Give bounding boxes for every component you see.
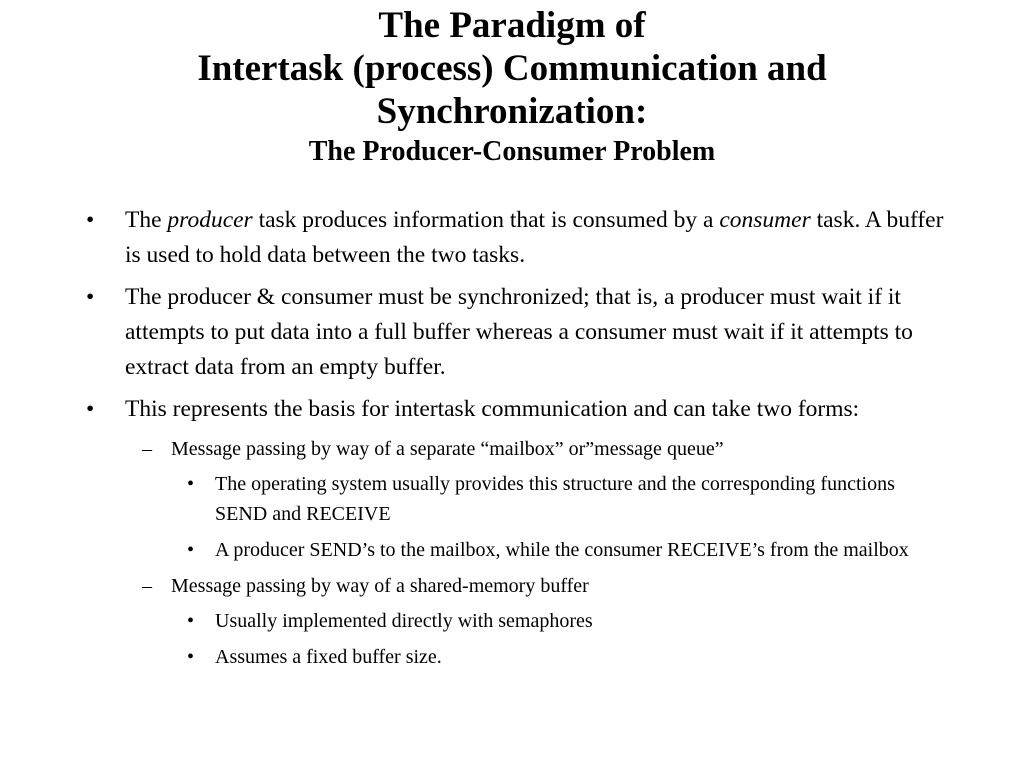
consumer-emphasis: consumer — [719, 207, 811, 233]
slide-title — [0, 4, 1024, 171]
sub-sub-bullet-text: Assumes a fixed buffer size. — [215, 646, 442, 668]
title-line-3: Synchronization: — [376, 91, 648, 132]
bullet-marker: • — [86, 207, 95, 233]
sub-sub-bullet-text: A producer SEND’s to the mailbox, while the consumer RECEIVE’s from the mailbox — [215, 539, 909, 561]
bullet-text-part: The — [125, 207, 168, 233]
sub-bullet-text: Message passing by way of a separate “mailbox” or”message queue” — [171, 438, 724, 460]
producer-emphasis: producer — [167, 207, 253, 233]
sub-bullet-mailbox — [142, 434, 951, 464]
bullet-marker: • — [187, 473, 195, 495]
sub-sub-bullet-fixed-size — [187, 642, 945, 672]
dash-marker: – — [142, 575, 152, 597]
bullet-producer-consumer — [86, 203, 945, 273]
bullet-text-part: task. A buffer is used to hold data between the two tasks. — [125, 207, 944, 268]
bullet-marker: • — [86, 396, 95, 422]
title-line-1: The Paradigm of — [378, 5, 646, 46]
sub-sub-bullet-send-receive — [187, 535, 945, 565]
bullet-list — [0, 203, 1024, 678]
bullet-text: The producer & consumer must be synchronized; that is, a producer must wait if it attempts to put data into a full buffer whereas a consumer must wait if it attempts to extract data from an empty buffer. — [125, 284, 913, 380]
bullet-intertask-forms — [86, 392, 945, 427]
bullet-marker: • — [187, 539, 195, 561]
sub-bullet-text: Message passing by way of a shared-memory buffer — [171, 575, 589, 597]
sub-bullet-shared-memory — [142, 571, 951, 601]
sub-sub-bullet-text: Usually implemented directly with semaphores — [215, 610, 593, 632]
bullet-text: This represents the basis for intertask communication and can take two forms: — [125, 396, 860, 422]
bullet-marker: • — [86, 284, 95, 310]
sub-sub-bullet-text: The operating system usually provides this structure and the corresponding functions SEND and RECEIVE — [215, 473, 895, 525]
slide-subtitle: The Producer-Consumer Problem — [308, 136, 716, 167]
bullet-text-part: task produces information that is consumed by a — [252, 207, 720, 233]
title-line-2: Intertask (process) Communication and — [197, 48, 827, 89]
dash-marker: – — [142, 438, 152, 460]
sub-sub-bullet-os-structure — [187, 469, 945, 529]
bullet-marker: • — [187, 646, 195, 668]
sub-sub-bullet-semaphores — [187, 606, 945, 636]
bullet-marker: • — [187, 610, 195, 632]
bullet-synchronization — [86, 280, 945, 385]
